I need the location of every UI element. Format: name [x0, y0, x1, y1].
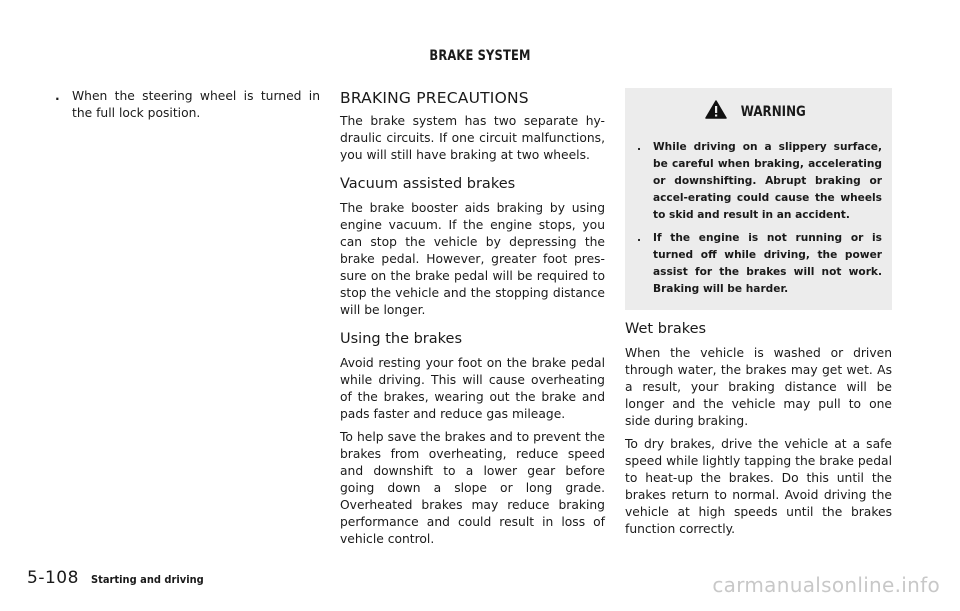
bullet-dot: . [637, 232, 642, 244]
intro-paragraph: The brake system has two separate hy-draulic circuits. If one circuit malfunctions, you will still have braking at two wheels. [340, 114, 605, 162]
using-brakes-heading: Using the brakes [340, 331, 463, 347]
column-right [625, 88, 892, 538]
list-item [55, 88, 320, 122]
warning-list [635, 139, 882, 298]
vacuum-brakes-paragraph: The brake booster aids braking by using engine vacuum. If the engine stops, you can stop the vehicle by depressing the brake pedal. However, greater foot pres-sure on the brake pedal will be required to stop the vehicle and the stopping distance will be longer. [340, 201, 605, 317]
bullet-list [55, 88, 320, 122]
page-footer [27, 568, 216, 588]
watermark: carmanualsonline.info [712, 573, 940, 597]
page-number: 5-108 [27, 568, 79, 588]
warning-item [635, 230, 882, 298]
braking-precautions-heading: BRAKING PRECAUTIONS [340, 89, 529, 107]
section-title: BRAKE SYSTEM [429, 48, 531, 64]
using-brakes-paragraph-1: Avoid resting your foot on the brake pedal while driving. This will cause overheating of the brakes, wearing out the brake and pads faster and reduce gas mileage. [340, 356, 605, 421]
warning-box [625, 88, 892, 310]
vacuum-brakes-heading: Vacuum assisted brakes [340, 176, 516, 192]
bullet-dot: . [55, 89, 60, 103]
wet-brakes-paragraph-2: To dry brakes, drive the vehicle at a safe speed while lightly tapping the brake pedal to heat-up the brakes. Do this until the brakes return to normal. Avoid driving the vehicle at high speeds until the brakes function correctly. [625, 437, 892, 536]
wet-brakes-heading: Wet brakes [625, 321, 707, 337]
warning-title: WARNING [740, 103, 807, 120]
list-item-text: When the steering wheel is turned in the full lock position. [72, 89, 320, 120]
warning-item-text: If the engine is not running or is turned off while driving, the power assist for the brakes will not work. Braking will be harder. [653, 232, 882, 295]
column-middle [340, 88, 605, 548]
warning-item [635, 139, 882, 224]
column-left [55, 88, 320, 122]
using-brakes-paragraph-2: To help save the brakes and to prevent the brakes from overheating, reduce speed and downshift to a lower gear before going down a slope or long grade. Overheated brakes may reduce braking performance and could result in loss of vehicle control. [340, 430, 605, 546]
warning-triangle-icon [705, 100, 727, 123]
warning-item-text: While driving on a slippery surface, be careful when braking, accelerating or downshifting. Abrupt braking or accel-erating could cause the wheels to skid and result in an accident. [653, 141, 882, 221]
warning-header [635, 100, 882, 123]
bullet-dot: . [637, 141, 642, 153]
wet-brakes-paragraph-1: When the vehicle is washed or driven through water, the brakes may get wet. As a result, your braking distance will be longer and the vehicle may pull to one side during braking. [625, 346, 892, 428]
chapter-title: Starting and driving [90, 573, 204, 586]
